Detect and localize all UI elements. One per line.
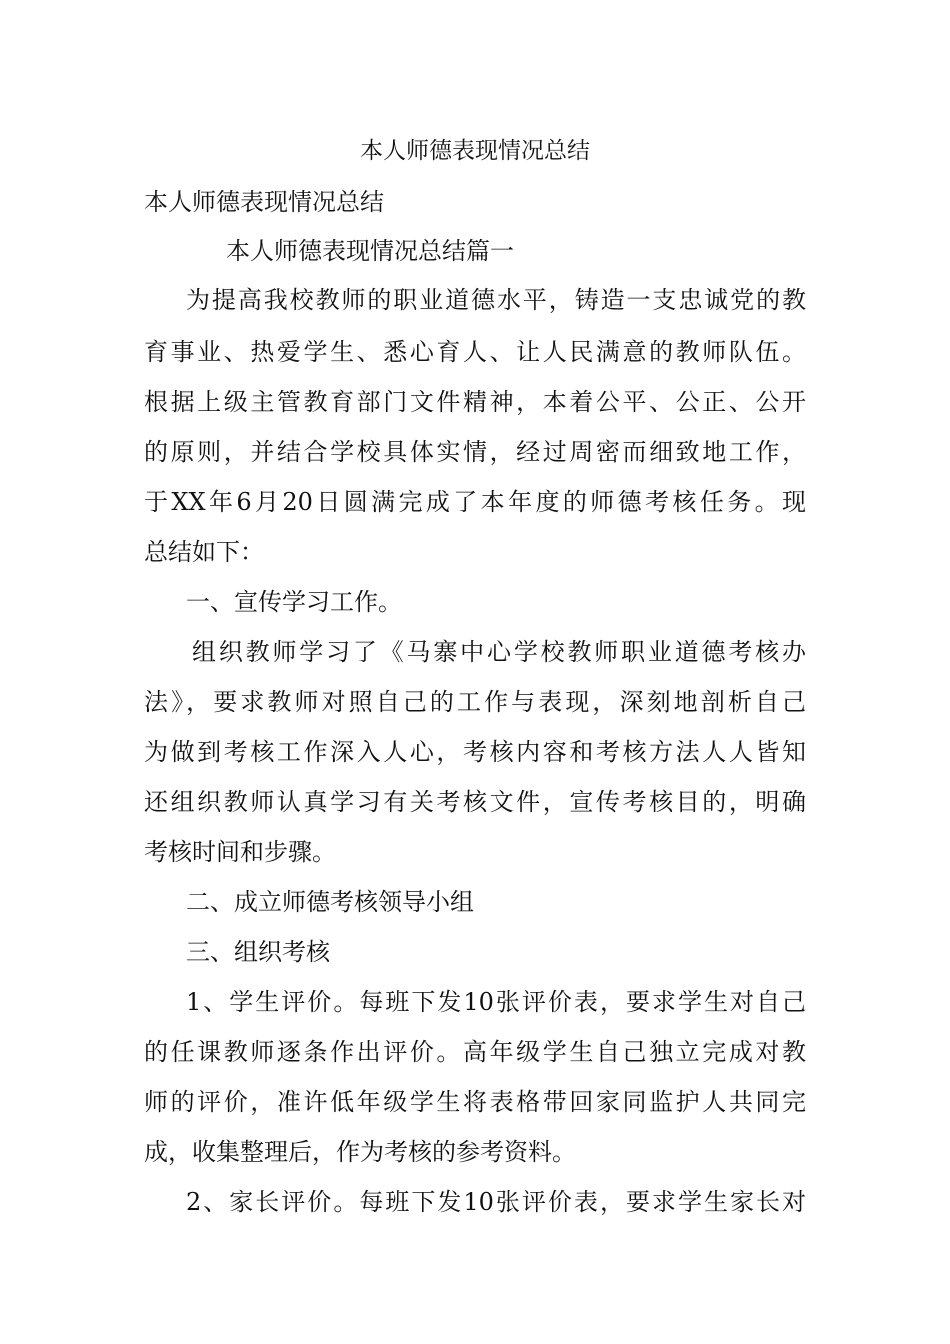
paragraph-line: 根据上级主管教育部门文件精神，本着公平、公正、公开 — [144, 388, 806, 416]
paragraph-line: 的任课教师逐条作出评价。高年级学生自己独立完成对教 — [144, 1038, 806, 1066]
paragraph-line: 法》，要求教师对照自己的工作与表现，深刻地剖析自己 — [144, 688, 806, 716]
paragraph-line: 组织教师学习了《马寨中心学校教师职业道德考核办 — [192, 638, 806, 666]
paragraph-line: 师的评价，准许低年级学生将表格带回家同监护人共同完 — [144, 1088, 806, 1116]
section-heading: 本人师德表现情况总结篇一 — [226, 237, 514, 265]
paragraph-line: 成，收集整理后，作为考核的参考资料。 — [144, 1138, 576, 1166]
paragraph-line: 1、学生评价。每班下发10张评价表，要求学生对自己 — [186, 988, 806, 1016]
paragraph-line: 育事业、热爱学生、悉心育人、让人民满意的教师队伍。 — [144, 338, 806, 366]
section-title: 二、成立师德考核领导小组 — [186, 888, 474, 916]
paragraph-line: 的原则，并结合学校具体实情，经过周密而细致地工作， — [144, 438, 806, 466]
paragraph-line: 考核时间和步骤。 — [144, 838, 336, 866]
paragraph-line: 2、家长评价。每班下发10张评价表，要求学生家长对 — [186, 1188, 806, 1216]
document-title: 本人师德表现情况总结 — [360, 138, 590, 164]
paragraph-line: 还组织教师认真学习有关考核文件，宣传考核目的，明确 — [144, 788, 806, 816]
paragraph-line: 为做到考核工作深入人心，考核内容和考核方法人人皆知 — [144, 738, 806, 766]
section-title: 一、宣传学习工作。 — [186, 588, 402, 616]
document-heading: 本人师德表现情况总结 — [144, 188, 384, 216]
paragraph-line: 总结如下： — [144, 538, 264, 566]
paragraph-line: 于XX年6月20日圆满完成了本年度的师德考核任务。现 — [144, 488, 806, 516]
section-title: 三、组织考核 — [186, 938, 330, 966]
paragraph-line: 为提高我校教师的职业道德水平，铸造一支忠诚党的教 — [186, 286, 806, 314]
